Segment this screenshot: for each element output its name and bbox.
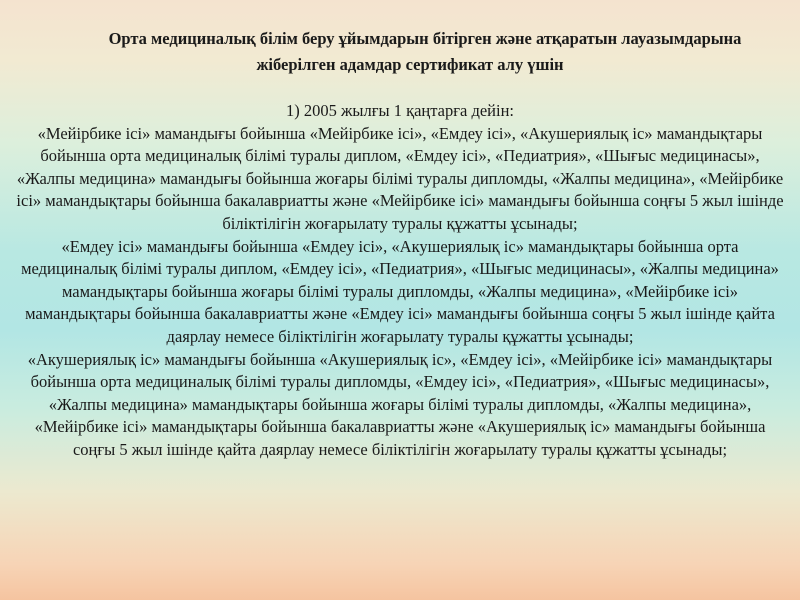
slide-body	[12, 100, 788, 462]
slide-heading	[60, 26, 760, 78]
paragraph-nursing: «Мейірбике ісі» мамандығы бойынша «Мейірбике ісі», «Емдеу ісі», «Акушериялық іс» мамандықтары бойынша орта медициналық білімі туралы диплом, «Емдеу ісі», «Педиатрия», «Шығыс медицинасы», «Жалпы медицина» мамандығы бойынша жоғары білімі туралы дипломды, «Жалпы медицина», «Мейірбике ісі» мамандықтары бойынша бакалавриатты және «Мейірбике ісі» мамандығы бойынша соңғы 5 жыл ішінде біліктілігін жоғарылату туралы құжатты ұсынады;	[16, 123, 784, 233]
paragraph-midwifery: «Акушериялық іс» мамандығы бойынша «Акушериялық іс», «Емдеу ісі», «Мейірбике ісі» мамандықтары бойынша орта медициналық білімі туралы дипломды, «Емдеу ісі», «Педиатрия», «Шығыс медицинасы», «Жалпы медицина» мамандықтары бойынша жоғары білімі туралы дипломды, «Жалпы медицина», «Мейірбике ісі» мамандықтары бойынша бакалавриатты және «Акушериялық іс» мамандығы бойынша соңғы 5 жыл ішінде қайта даярлау немесе біліктілігін жоғарылату туралы құжатты ұсынады;	[27, 349, 773, 459]
date-line: 1) 2005 жылғы 1 қаңтарға дейін:	[286, 101, 514, 120]
slide-heading-text: Орта медициналық білім беру ұйымдарын бітірген және атқаратын лауазымдарына жіберілген адамдар сертификат алу үшін	[108, 29, 742, 74]
paragraph-medical-care: «Емдеу ісі» мамандығы бойынша «Емдеу ісі», «Акушериялық іс» мамандықтары бойынша орта медициналық білімі туралы диплом, «Емдеу ісі», «Педиатрия», «Шығыс медицинасы», «Жалпы медицина» мамандықтары бойынша жоғары білімі туралы дипломды, «Жалпы медицина», «Мейірбике ісі» мамандықтары бойынша бакалавриатты және «Емдеу ісі» мамандығы бойынша соңғы 5 жыл ішінде қайта даярлау немесе біліктілігін жоғарылату туралы құжатты ұсынады;	[21, 236, 779, 346]
